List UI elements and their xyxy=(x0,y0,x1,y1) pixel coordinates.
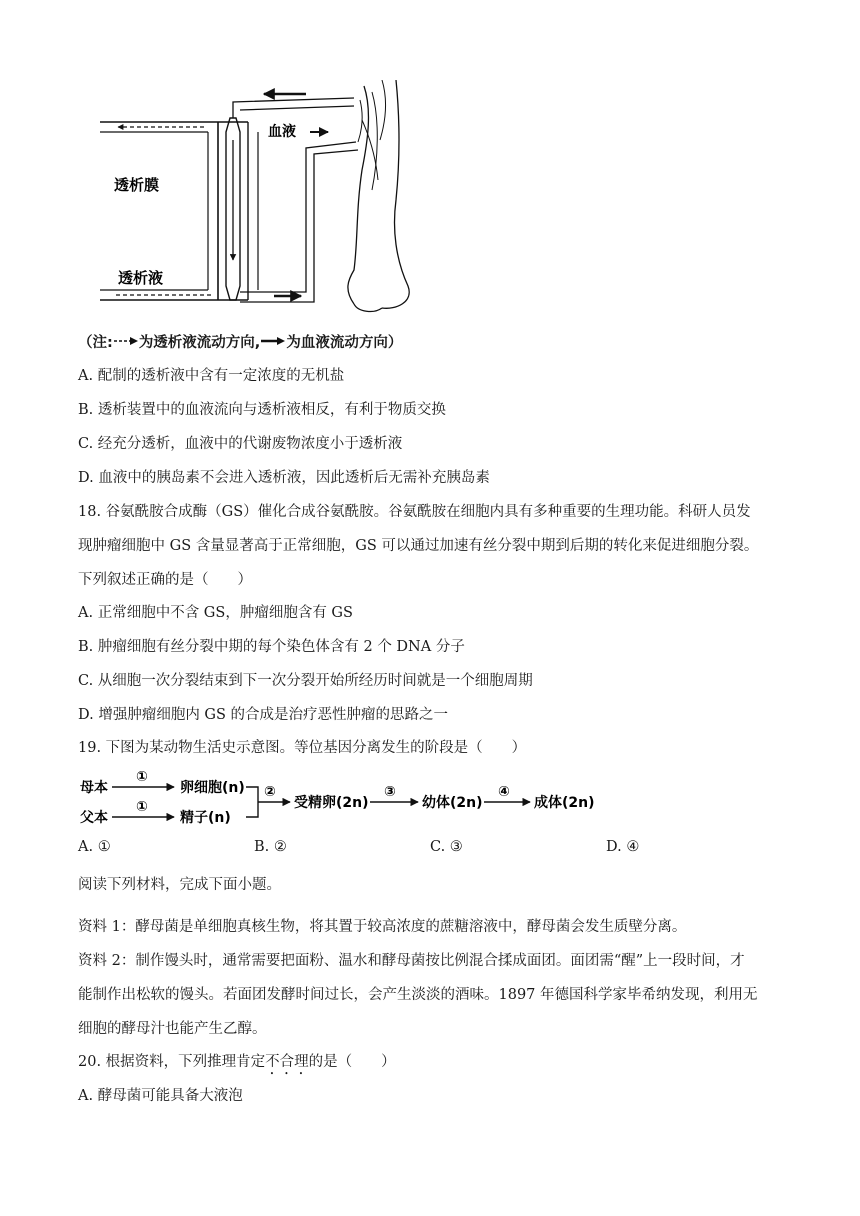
label-mother: 母本 xyxy=(80,780,108,796)
material-2-line2: 能制作出松软的馒头。若面团发酵时间过长，会产生淡淡的酒味。1897 年德国科学家毕希纳发现，利用无 xyxy=(78,987,758,1003)
material-2-line3: 细胞的酵母汁也能产生乙醇。 xyxy=(78,1021,267,1037)
step-4: ④ xyxy=(498,784,510,800)
solid-arrow-icon xyxy=(260,335,286,347)
q17-option-b: B. 透析装置中的血液流向与透析液相反，有利于物质交换 xyxy=(78,402,446,418)
step-3: ③ xyxy=(384,784,396,800)
material-1: 资料 1：酵母菌是单细胞真核生物，将其置于较高浓度的蔗糖溶液中，酵母菌会发生质壁分离。 xyxy=(78,919,687,935)
label-adult: 成体(2n) xyxy=(534,795,595,811)
label-sperm: 精子(n) xyxy=(180,810,231,826)
material-2-line1: 资料 2：制作馒头时，通常需要把面粉、温水和酵母菌按比例混合揉成面团。面团需“醒”上一段时间，才 xyxy=(78,953,745,969)
q18-stem-line2: 现肿瘤细胞中 GS 含量显著高于正常细胞，GS 可以通过加速有丝分裂中期到后期的转化来促进细胞分裂。 xyxy=(78,538,759,554)
step-1-top: ① xyxy=(136,769,148,785)
q18-stem-line1: 18. 谷氨酰胺合成酶（GS）催化合成谷氨酰胺。谷氨酰胺在细胞内具有多种重要的生理功能。科研人员发 xyxy=(78,504,751,520)
label-fluid: 透析液 xyxy=(118,269,164,287)
q19-option-d: D. ④ xyxy=(606,839,640,855)
label-zygote: 受精卵(2n) xyxy=(294,795,369,811)
q18-option-b: B. 肿瘤细胞有丝分裂中期的每个染色体含有 2 个 DNA 分子 xyxy=(78,639,465,655)
label-father: 父本 xyxy=(80,810,108,826)
life-cycle-diagram xyxy=(78,764,618,834)
dashed-arrow-icon xyxy=(113,335,139,347)
q19-option-b: B. ② xyxy=(254,839,287,855)
q17-option-c: C. 经充分透析，血液中的代谢废物浓度小于透析液 xyxy=(78,436,403,452)
q19-option-a: A. ① xyxy=(78,839,111,855)
step-2: ② xyxy=(264,784,276,800)
q17-option-d: D. 血液中的胰岛素不会进入透析液，因此透析后无需补充胰岛素 xyxy=(78,470,490,486)
step-1-bottom: ① xyxy=(136,799,148,815)
dialysis-diagram xyxy=(96,80,456,320)
q19-stem: 19. 下图为某动物生活史示意图。等位基因分离发生的阶段是（ ） xyxy=(78,740,527,756)
q18-option-a: A. 正常细胞中不含 GS，肿瘤细胞含有 GS xyxy=(78,605,353,621)
figure-note: （注: 为透析液流动方向, 为血液流动方向） xyxy=(78,335,403,351)
q18-option-d: D. 增强肿瘤细胞内 GS 的合成是治疗恶性肿瘤的思路之一 xyxy=(78,707,449,723)
q17-option-a: A. 配制的透析液中含有一定浓度的无机盐 xyxy=(78,368,345,384)
label-egg: 卵细胞(n) xyxy=(180,780,245,796)
q18-stem-line3: 下列叙述正确的是（ ） xyxy=(78,572,252,588)
label-membrane: 透析膜 xyxy=(114,176,160,194)
label-blood: 血液 xyxy=(268,124,296,140)
q20-option-a: A. 酵母菌可能具备大液泡 xyxy=(78,1088,243,1104)
q20-stem: 20. 根据资料，下列推理肯定不合理的是（ ） xyxy=(78,1054,396,1070)
label-juvenile: 幼体(2n) xyxy=(422,795,483,811)
q20-emphasis: 不合理 xyxy=(265,1054,309,1070)
reading-intro: 阅读下列材料，完成下面小题。 xyxy=(78,877,281,893)
q18-option-c: C. 从细胞一次分裂结束到下一次分裂开始所经历时间就是一个细胞周期 xyxy=(78,673,533,689)
q19-option-c: C. ③ xyxy=(430,839,463,855)
